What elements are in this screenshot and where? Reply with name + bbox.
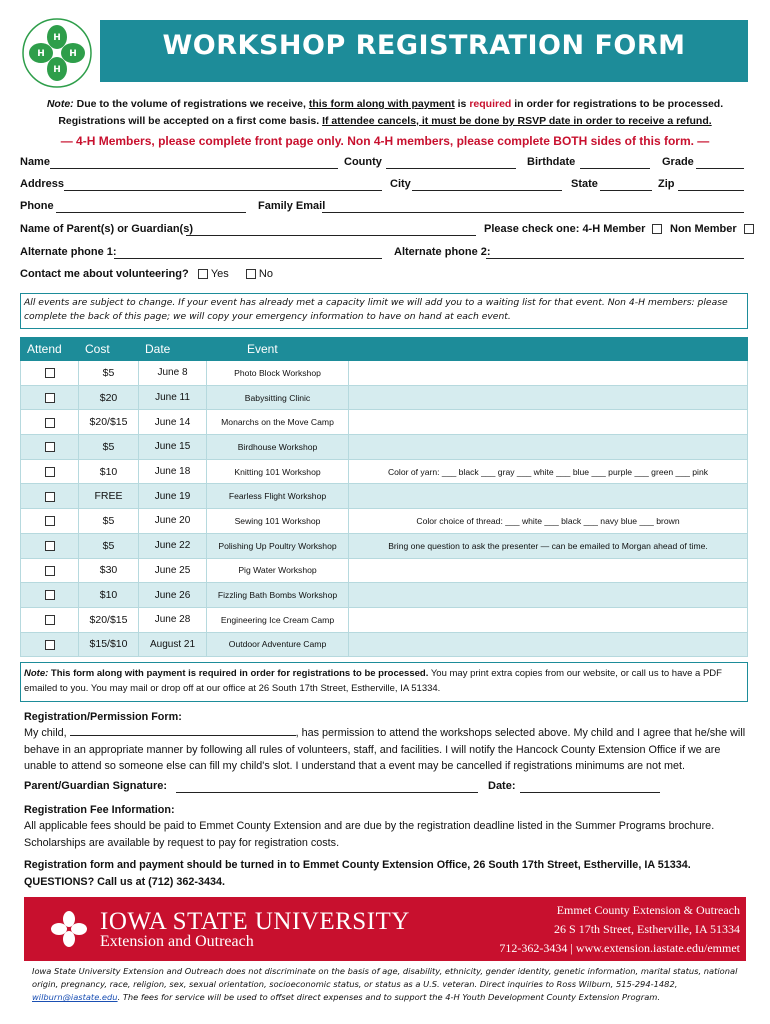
table-row <box>21 459 748 484</box>
date-cell: June 11 <box>139 385 207 410</box>
address-field[interactable] <box>64 190 382 191</box>
office-name: Emmet County Extension & Outreach <box>556 903 740 917</box>
note-line-2 <box>0 115 770 127</box>
date-cell: June 8 <box>139 361 207 386</box>
event-cell: Babysitting Clinic <box>207 385 349 410</box>
date-cell: June 19 <box>139 484 207 509</box>
alt-phone-2-label: Alternate phone 2: <box>394 246 491 258</box>
table-row <box>21 361 748 386</box>
event-detail-cell <box>349 361 748 386</box>
table-row <box>21 632 748 657</box>
svg-text:H: H <box>37 49 45 59</box>
date-cell: June 15 <box>139 435 207 460</box>
no-label: No <box>258 268 273 280</box>
event-detail-cell <box>349 632 748 657</box>
svg-text:H: H <box>69 49 77 59</box>
alt-phone-1-field[interactable] <box>114 258 382 259</box>
attend-cell <box>21 533 79 558</box>
attend-cell <box>21 632 79 657</box>
grade-field[interactable] <box>696 168 744 169</box>
attend-checkbox[interactable] <box>45 516 55 526</box>
attend-checkbox[interactable] <box>45 393 55 403</box>
refund-note: If attendee cancels, it must be done by RSVP date in order to receive a refund. <box>322 115 712 127</box>
parent-field[interactable] <box>186 235 476 236</box>
cost-cell: $20/$15 <box>79 607 139 632</box>
state-field[interactable] <box>600 190 652 191</box>
parent-label: Name of Parent(s) or Guardian(s) <box>20 223 193 235</box>
fee-text: All applicable fees should be paid to Emmet County Extension and are due by the registration deadline listed in the Summer Programs brochure. Scholarships are available by request to pay for registration costs. <box>24 820 715 849</box>
event-detail-cell <box>349 435 748 460</box>
payment-note-text: You may print extra copies from our website, or call us to have a PDF emailed to you. You may mail or drop off at our office at 26 South 17th Street, Estherville, IA 51334. <box>24 668 722 694</box>
attend-checkbox[interactable] <box>45 442 55 452</box>
cost-cell: $5 <box>79 509 139 534</box>
event-detail-cell <box>349 410 748 435</box>
volunteer-yes-checkbox[interactable] <box>198 269 208 279</box>
county-field[interactable] <box>386 168 516 169</box>
email-link[interactable]: wilburn@iastate.edu <box>32 992 118 1002</box>
attend-cell <box>21 583 79 608</box>
cost-cell: $5 <box>79 435 139 460</box>
attend-cell <box>21 607 79 632</box>
signature-field[interactable] <box>176 792 478 793</box>
please-check-label <box>484 223 662 235</box>
permission-heading: Registration/Permission Form: <box>24 711 182 723</box>
event-detail-cell <box>349 607 748 632</box>
grade-label: Grade <box>662 156 694 168</box>
note-text-underlined: this form along with payment <box>308 98 455 110</box>
office-contact <box>499 901 740 958</box>
table-row <box>21 583 748 608</box>
attend-cell <box>21 558 79 583</box>
alt-phone-2-field[interactable] <box>486 258 744 259</box>
cost-cell: $20 <box>79 385 139 410</box>
attend-cell <box>21 509 79 534</box>
event-cell: Monarchs on the Move Camp <box>207 410 349 435</box>
table-row <box>21 410 748 435</box>
4h-clover-logo <box>16 18 98 88</box>
legal-text-end: . The fees for service will be used to offset direct expenses and to support the 4-H Youth Development County Extension Program. <box>117 992 661 1002</box>
event-detail-cell: Color choice of thread: ___ white ___ black ___ navy blue ___ brown <box>349 509 748 534</box>
table-row <box>21 533 748 558</box>
family-email-label: Family Email <box>258 200 326 212</box>
note-text: in order for registrations to be processed. <box>514 98 724 110</box>
turn-in-text: Registration form and payment should be turned in to Emmet County Extension Office, 26 South 17th Street, Estherville, IA 51334. <box>24 859 691 871</box>
attend-checkbox[interactable] <box>45 590 55 600</box>
permission-text-start: My child, <box>24 727 67 739</box>
date-label: Date: <box>488 780 516 792</box>
note-line-1 <box>0 98 770 110</box>
event-cell: Photo Block Workshop <box>207 361 349 386</box>
date-field[interactable] <box>520 792 660 793</box>
signature-label: Parent/Guardian Signature: <box>24 780 168 792</box>
note-text: Registrations will be accepted on a first come basis. <box>58 115 320 127</box>
event-detail-cell <box>349 558 748 583</box>
note-label: Note: <box>46 98 74 110</box>
date-cell: June 26 <box>139 583 207 608</box>
note-required: required <box>469 98 512 110</box>
city-field[interactable] <box>412 190 562 191</box>
name-field[interactable] <box>50 168 338 169</box>
event-cell: Fearless Flight Workshop <box>207 484 349 509</box>
note-text: Due to the volume of registrations we receive, <box>76 98 306 110</box>
cost-cell: $5 <box>79 533 139 558</box>
event-cell: Engineering Ice Cream Camp <box>207 607 349 632</box>
state-label: State <box>571 178 598 190</box>
date-cell: June 22 <box>139 533 207 558</box>
table-row <box>21 435 748 460</box>
payment-note-bold: This form along with payment is required in order for registrations to be processed. <box>50 668 429 679</box>
cost-cell: $10 <box>79 583 139 608</box>
attend-cell <box>21 435 79 460</box>
table-row <box>21 607 748 632</box>
isu-wordmark <box>100 908 410 951</box>
name-label: Name <box>20 156 50 168</box>
phone-label: Phone <box>20 200 54 212</box>
attend-checkbox[interactable] <box>45 467 55 477</box>
table-row <box>21 509 748 534</box>
event-cell: Fizzling Bath Bombs Workshop <box>207 583 349 608</box>
family-email-field[interactable] <box>322 212 744 213</box>
note-text: is <box>457 98 467 110</box>
attend-cell <box>21 385 79 410</box>
date-cell: June 25 <box>139 558 207 583</box>
page-title: WORKSHOP REGISTRATION FORM <box>162 30 686 61</box>
attend-checkbox[interactable] <box>45 615 55 625</box>
non-member-label: Non Member <box>670 223 737 235</box>
cost-cell: $20/$15 <box>79 410 139 435</box>
office-address: 26 S 17th Street, Estherville, IA 51334 <box>554 922 740 936</box>
legal-text-body: Iowa State University Extension and Outreach does not discriminate on the basis of age, disability, ethnicity, gender identity, genetic information, marital status, national origin, pregnancy, race, religion, sex, sexual orientation, socioeconomic status, or status as a U.S. veteran. Direct inquiries to Ross Wilburn, 515-294-1482, <box>32 966 738 989</box>
date-cell: June 14 <box>139 410 207 435</box>
child-name-field[interactable] <box>70 725 296 736</box>
details-header <box>349 338 748 361</box>
member-option-label: Please check one: 4-H Member <box>484 223 646 235</box>
cost-header: Cost <box>79 338 139 361</box>
volunteer-label: Contact me about volunteering? <box>20 268 189 280</box>
attend-checkbox[interactable] <box>45 418 55 428</box>
date-cell: June 20 <box>139 509 207 534</box>
cost-cell: FREE <box>79 484 139 509</box>
attend-cell <box>21 484 79 509</box>
date-cell: June 18 <box>139 459 207 484</box>
city-label: City <box>390 178 411 190</box>
attend-checkbox[interactable] <box>45 368 55 378</box>
member-checkbox[interactable] <box>652 224 662 234</box>
table-header-row <box>21 338 748 361</box>
zip-label: Zip <box>658 178 675 190</box>
svg-text:H: H <box>53 33 61 43</box>
permission-text-body: , has permission to attend the workshops selected above. My child and I agree that he/she will behave in an appropriate manner by following all rules of volunteers, staff, and facilities. I will notify the Hancock County Extension Office if we are unable to attend so someone else can fill my child's slot. I understand that a event may be cancelled if registrations minimums are not met. <box>24 727 746 772</box>
cost-cell: $15/$10 <box>79 632 139 657</box>
event-cell: Polishing Up Poultry Workshop <box>207 533 349 558</box>
attend-checkbox[interactable] <box>45 566 55 576</box>
phone-field[interactable] <box>56 212 246 213</box>
svg-text:H: H <box>53 65 61 75</box>
date-cell: August 21 <box>139 632 207 657</box>
isu-subtitle: Extension and Outreach <box>100 933 254 950</box>
event-detail-cell: Color of yarn: ___ black ___ gray ___ white ___ blue ___ purple ___ green ___ pink <box>349 459 748 484</box>
attend-checkbox[interactable] <box>45 541 55 551</box>
cost-cell: $5 <box>79 361 139 386</box>
birthdate-field[interactable] <box>580 168 650 169</box>
legal-text <box>32 965 744 1004</box>
isu-name: IOWA STATE UNIVERSITY <box>100 908 410 935</box>
address-label: Address <box>20 178 65 190</box>
non-member-option <box>670 223 754 235</box>
4h-clover-icon <box>48 908 90 950</box>
alt-phone-1-label: Alternate phone 1: <box>20 246 117 258</box>
attend-cell <box>21 459 79 484</box>
date-cell: June 28 <box>139 607 207 632</box>
cost-cell: $30 <box>79 558 139 583</box>
event-detail-cell <box>349 583 748 608</box>
fee-heading: Registration Fee Information: <box>24 804 175 816</box>
county-label: County <box>344 156 382 168</box>
event-cell: Birdhouse Workshop <box>207 435 349 460</box>
event-cell: Outdoor Adventure Camp <box>207 632 349 657</box>
table-row <box>21 558 748 583</box>
table-row <box>21 484 748 509</box>
yes-label: Yes <box>210 268 229 280</box>
attend-cell <box>21 410 79 435</box>
event-cell: Pig Water Workshop <box>207 558 349 583</box>
event-table <box>20 337 748 657</box>
attend-checkbox[interactable] <box>45 492 55 502</box>
office-phone-web[interactable]: 712-362-3434 | www.extension.iastate.edu/emmet <box>499 941 740 955</box>
volunteer-row <box>20 268 273 280</box>
event-detail-cell <box>349 484 748 509</box>
payment-note-label: Note: <box>24 668 49 679</box>
cost-cell: $10 <box>79 459 139 484</box>
questions-text: QUESTIONS? Call us at (712) 362-3434. <box>24 876 226 888</box>
disclaimer-text: All events are subject to change. If your event has already met a capacity limit we will add you to a waiting list for that event. Non 4-H members: please complete the back of this page; we will copy your emergency information to have on hand at each event. <box>24 297 728 322</box>
zip-field[interactable] <box>678 190 744 191</box>
permission-text <box>24 725 746 775</box>
attend-checkbox[interactable] <box>45 640 55 650</box>
attend-cell <box>21 361 79 386</box>
event-cell: Knitting 101 Workshop <box>207 459 349 484</box>
non-member-checkbox[interactable] <box>744 224 754 234</box>
birthdate-label: Birthdate <box>527 156 576 168</box>
event-cell: Sewing 101 Workshop <box>207 509 349 534</box>
payment-note <box>24 666 740 696</box>
attend-header: Attend <box>21 338 79 361</box>
event-detail-cell <box>349 385 748 410</box>
table-row <box>21 385 748 410</box>
members-note: — 4-H Members, please complete front page only. Non 4-H members, please complete BOTH sides of this form. — <box>60 134 710 148</box>
volunteer-no-checkbox[interactable] <box>246 269 256 279</box>
event-detail-cell: Bring one question to ask the presenter — can be emailed to Morgan ahead of time. <box>349 533 748 558</box>
date-header: Date <box>139 338 207 361</box>
event-header: Event <box>207 338 349 361</box>
